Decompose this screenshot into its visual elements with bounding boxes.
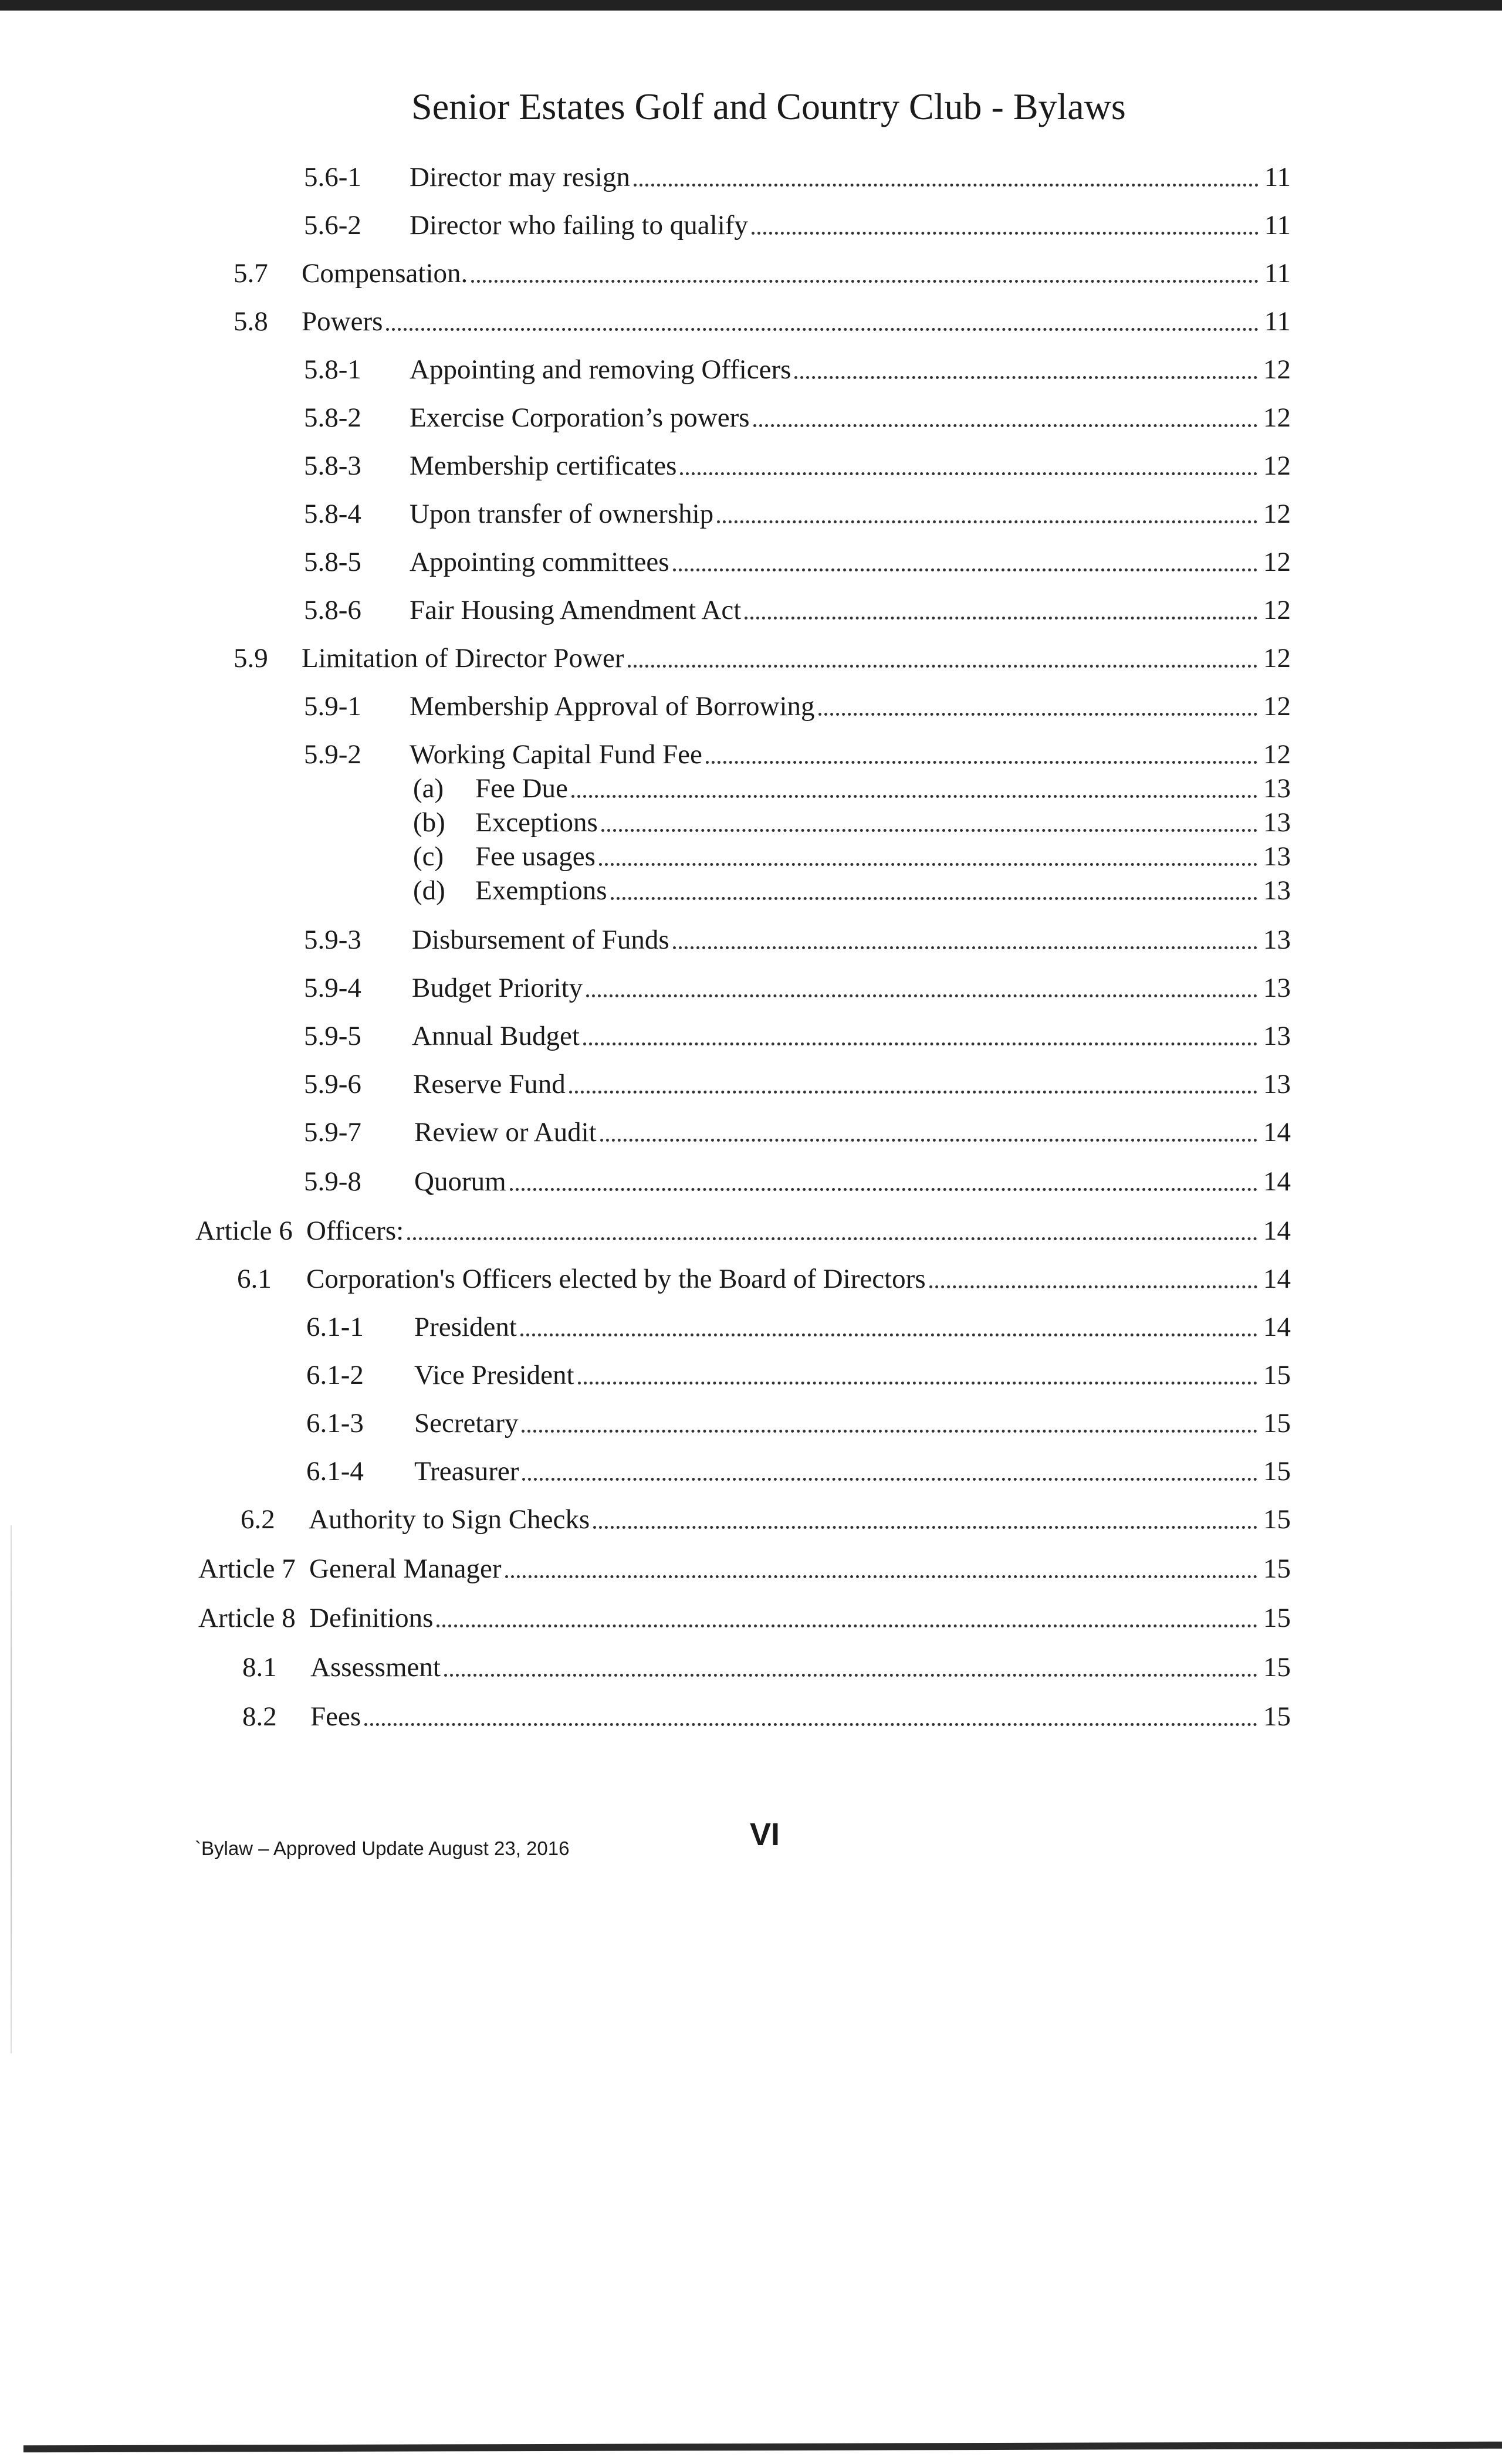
toc-label: Director who failing to qualify	[410, 210, 748, 241]
toc-page-number: 15	[1263, 1603, 1291, 1633]
dot-leader	[583, 1043, 1257, 1045]
toc-label: Annual Budget	[412, 1021, 580, 1051]
toc-row	[0, 1650, 1291, 1685]
dot-leader	[599, 863, 1257, 866]
toc-row	[0, 1358, 1291, 1393]
dot-leader	[364, 1723, 1257, 1726]
toc-page-number: 13	[1263, 841, 1291, 872]
toc-label: Review or Audit	[414, 1117, 597, 1148]
toc-number: 5.9-6	[304, 1069, 361, 1099]
dot-leader	[586, 994, 1257, 997]
toc-number: Article 6	[195, 1216, 293, 1246]
toc-label: General Manager	[309, 1553, 502, 1584]
dot-leader	[753, 424, 1257, 427]
dot-leader	[717, 520, 1257, 523]
dot-leader	[522, 1478, 1257, 1481]
toc-row	[0, 873, 1291, 908]
toc-label: Membership certificates	[410, 451, 677, 481]
toc-label: Corporation's Officers elected by the Board of Directors	[306, 1264, 926, 1294]
toc-page-number: 13	[1263, 773, 1291, 804]
toc-page-number: 12	[1263, 739, 1291, 770]
toc-page-number: 14	[1263, 1264, 1291, 1294]
toc-row	[0, 1699, 1291, 1734]
toc-number: 5.9-4	[304, 973, 361, 1003]
toc-label: Fee usages	[475, 841, 596, 872]
toc-page-number: 12	[1263, 643, 1291, 673]
toc-page-number: 12	[1263, 402, 1291, 433]
toc-row	[0, 1115, 1291, 1150]
toc-row	[0, 1018, 1291, 1054]
toc-row	[0, 593, 1291, 628]
toc-page-number: 12	[1263, 499, 1291, 529]
toc-page-number: 15	[1263, 1701, 1291, 1732]
toc-number: 5.6-2	[304, 210, 361, 241]
toc-row	[0, 641, 1291, 676]
dot-leader	[437, 1624, 1257, 1627]
toc-label: Fees	[310, 1701, 361, 1732]
toc-number: 5.9-3	[304, 925, 361, 955]
toc-number: (a)	[413, 773, 444, 804]
toc-label: Authority to Sign Checks	[309, 1504, 590, 1535]
toc-row	[0, 1164, 1291, 1199]
toc-row	[0, 400, 1291, 435]
toc-page-number: 11	[1264, 162, 1291, 192]
toc-number: 8.1	[242, 1652, 277, 1683]
dot-leader	[471, 280, 1258, 283]
dot-leader	[752, 232, 1259, 235]
toc-label: Limitation of Director Power	[302, 643, 624, 673]
toc-number: (c)	[413, 841, 444, 872]
toc-row	[0, 160, 1291, 195]
dot-leader	[680, 472, 1257, 475]
toc-number: 5.8-2	[304, 402, 361, 433]
dot-leader	[571, 795, 1257, 798]
toc-page-number: 13	[1263, 875, 1291, 906]
toc-label: Disbursement of Funds	[412, 925, 669, 955]
toc-number: 5.7	[234, 258, 268, 289]
toc-page-number: 13	[1263, 807, 1291, 838]
toc-page-number: 15	[1263, 1456, 1291, 1487]
toc-page-number: 13	[1263, 1021, 1291, 1051]
toc-number: Article 8	[198, 1603, 296, 1633]
toc-page-number: 15	[1263, 1504, 1291, 1535]
toc-label: Quorum	[414, 1166, 506, 1197]
toc-number: 5.9-1	[304, 691, 361, 722]
toc-row	[0, 1454, 1291, 1489]
toc-row	[0, 805, 1291, 840]
dot-leader	[522, 1430, 1257, 1433]
toc-page-number: 12	[1263, 691, 1291, 722]
toc-page-number: 13	[1263, 925, 1291, 955]
toc-number: 8.2	[242, 1701, 277, 1732]
toc-label: Director may resign	[410, 162, 630, 192]
toc-number: 5.9-2	[304, 739, 361, 770]
toc-row	[0, 922, 1291, 957]
toc-row	[0, 771, 1291, 806]
toc-page-number: 14	[1263, 1312, 1291, 1342]
toc-number: 6.1-3	[306, 1408, 364, 1439]
footer-page-number: VI	[750, 1817, 780, 1852]
toc-number: 6.2	[241, 1504, 275, 1535]
toc-number: 6.1-4	[306, 1456, 364, 1487]
toc-row	[0, 1600, 1291, 1636]
toc-row	[0, 352, 1291, 387]
toc-page-number: 12	[1263, 595, 1291, 625]
toc-row	[0, 1551, 1291, 1586]
toc-number: Article 7	[198, 1553, 296, 1584]
toc-row	[0, 1502, 1291, 1537]
toc-number: 6.1	[237, 1264, 272, 1294]
dot-leader	[601, 829, 1257, 832]
toc-label: Definitions	[309, 1603, 434, 1633]
toc-number: 5.9-7	[304, 1117, 361, 1148]
toc-row	[0, 544, 1291, 580]
toc-page-number: 12	[1263, 451, 1291, 481]
toc-row	[0, 448, 1291, 483]
toc-label: Appointing committees	[410, 547, 669, 577]
toc-number: 5.8-3	[304, 451, 361, 481]
toc-page-number: 13	[1263, 1069, 1291, 1099]
toc-page-number: 14	[1263, 1166, 1291, 1197]
dot-leader	[611, 897, 1257, 900]
toc-page-number: 12	[1263, 547, 1291, 577]
toc-label: Assessment	[310, 1652, 441, 1683]
toc-row	[0, 1406, 1291, 1441]
toc-number: 6.1-2	[306, 1360, 364, 1390]
toc-label: Membership Approval of Borrowing	[410, 691, 815, 722]
toc-row	[0, 737, 1291, 772]
toc-row	[0, 970, 1291, 1006]
toc-label: Reserve Fund	[413, 1069, 566, 1099]
toc-row	[0, 208, 1291, 243]
toc-number: (b)	[413, 807, 445, 838]
toc-page-number: 11	[1264, 258, 1291, 289]
toc-label: Exceptions	[475, 807, 598, 838]
toc-label: Budget Priority	[412, 973, 583, 1003]
toc-page-number: 15	[1263, 1360, 1291, 1390]
toc-label: Exemptions	[475, 875, 607, 906]
dot-leader	[794, 376, 1257, 379]
toc-label: Powers	[302, 306, 383, 337]
toc-number: 6.1-1	[306, 1312, 364, 1342]
dot-leader	[929, 1285, 1257, 1288]
dot-leader	[505, 1575, 1257, 1578]
toc-page-number: 15	[1263, 1652, 1291, 1683]
toc-row	[0, 1261, 1291, 1297]
toc-label: Upon transfer of ownership	[410, 499, 714, 529]
toc-label: Secretary	[414, 1408, 519, 1439]
toc-number: 5.8	[234, 306, 268, 337]
dot-leader	[578, 1382, 1257, 1385]
toc-page-number: 14	[1263, 1216, 1291, 1246]
toc-label: Officers:	[306, 1216, 404, 1246]
toc-row	[0, 496, 1291, 532]
dot-leader	[673, 946, 1257, 949]
toc-number: 5.9-8	[304, 1166, 361, 1197]
toc-page-number: 13	[1263, 973, 1291, 1003]
dot-leader	[407, 1237, 1257, 1240]
dot-leader	[569, 1091, 1257, 1094]
toc-number: 5.8-1	[304, 354, 361, 385]
page-title: Senior Estates Golf and Country Club - Bylaws	[411, 86, 1126, 127]
toc-label: President	[414, 1312, 517, 1342]
toc-label: Treasurer	[414, 1456, 519, 1487]
toc-label: Vice President	[414, 1360, 574, 1390]
toc-label: Fair Housing Amendment Act	[410, 595, 742, 625]
toc-row	[0, 839, 1291, 874]
toc-number: 5.8-5	[304, 547, 361, 577]
toc-page-number: 11	[1264, 210, 1291, 241]
dot-leader	[444, 1674, 1257, 1677]
dot-leader	[818, 713, 1257, 716]
dot-leader	[634, 184, 1259, 187]
footer-note: `Bylaw – Approved Update August 23, 2016	[195, 1837, 570, 1859]
dot-leader	[745, 617, 1257, 620]
dot-leader	[673, 568, 1257, 571]
toc-row	[0, 689, 1291, 724]
toc-number: 5.8-4	[304, 499, 361, 529]
toc-page-number: 11	[1264, 306, 1291, 337]
dot-leader	[628, 665, 1258, 668]
toc-number: 5.8-6	[304, 595, 361, 625]
dot-leader	[593, 1526, 1257, 1529]
toc-page-number: 15	[1263, 1553, 1291, 1584]
toc-label: Working Capital Fund Fee	[410, 739, 702, 770]
toc-number: 5.6-1	[304, 162, 361, 192]
dot-leader	[510, 1188, 1257, 1191]
toc-row	[0, 256, 1291, 291]
dot-leader	[520, 1333, 1257, 1336]
dot-leader	[600, 1139, 1257, 1142]
toc-row	[0, 1309, 1291, 1345]
toc-label: Fee Due	[475, 773, 568, 804]
toc-page-number: 14	[1263, 1117, 1291, 1148]
dot-leader	[706, 761, 1257, 764]
toc-page-number: 15	[1263, 1408, 1291, 1439]
toc-number: 5.9	[234, 643, 268, 673]
dot-leader	[386, 328, 1258, 331]
toc-number: (d)	[413, 875, 445, 906]
toc-number: 5.9-5	[304, 1021, 361, 1051]
toc-row	[0, 1067, 1291, 1102]
toc-label: Compensation.	[302, 258, 468, 289]
toc-row	[0, 1213, 1291, 1248]
toc-row	[0, 304, 1291, 339]
toc-page-number: 12	[1263, 354, 1291, 385]
toc-label: Appointing and removing Officers	[410, 354, 791, 385]
toc-label: Exercise Corporation’s powers	[410, 402, 750, 433]
